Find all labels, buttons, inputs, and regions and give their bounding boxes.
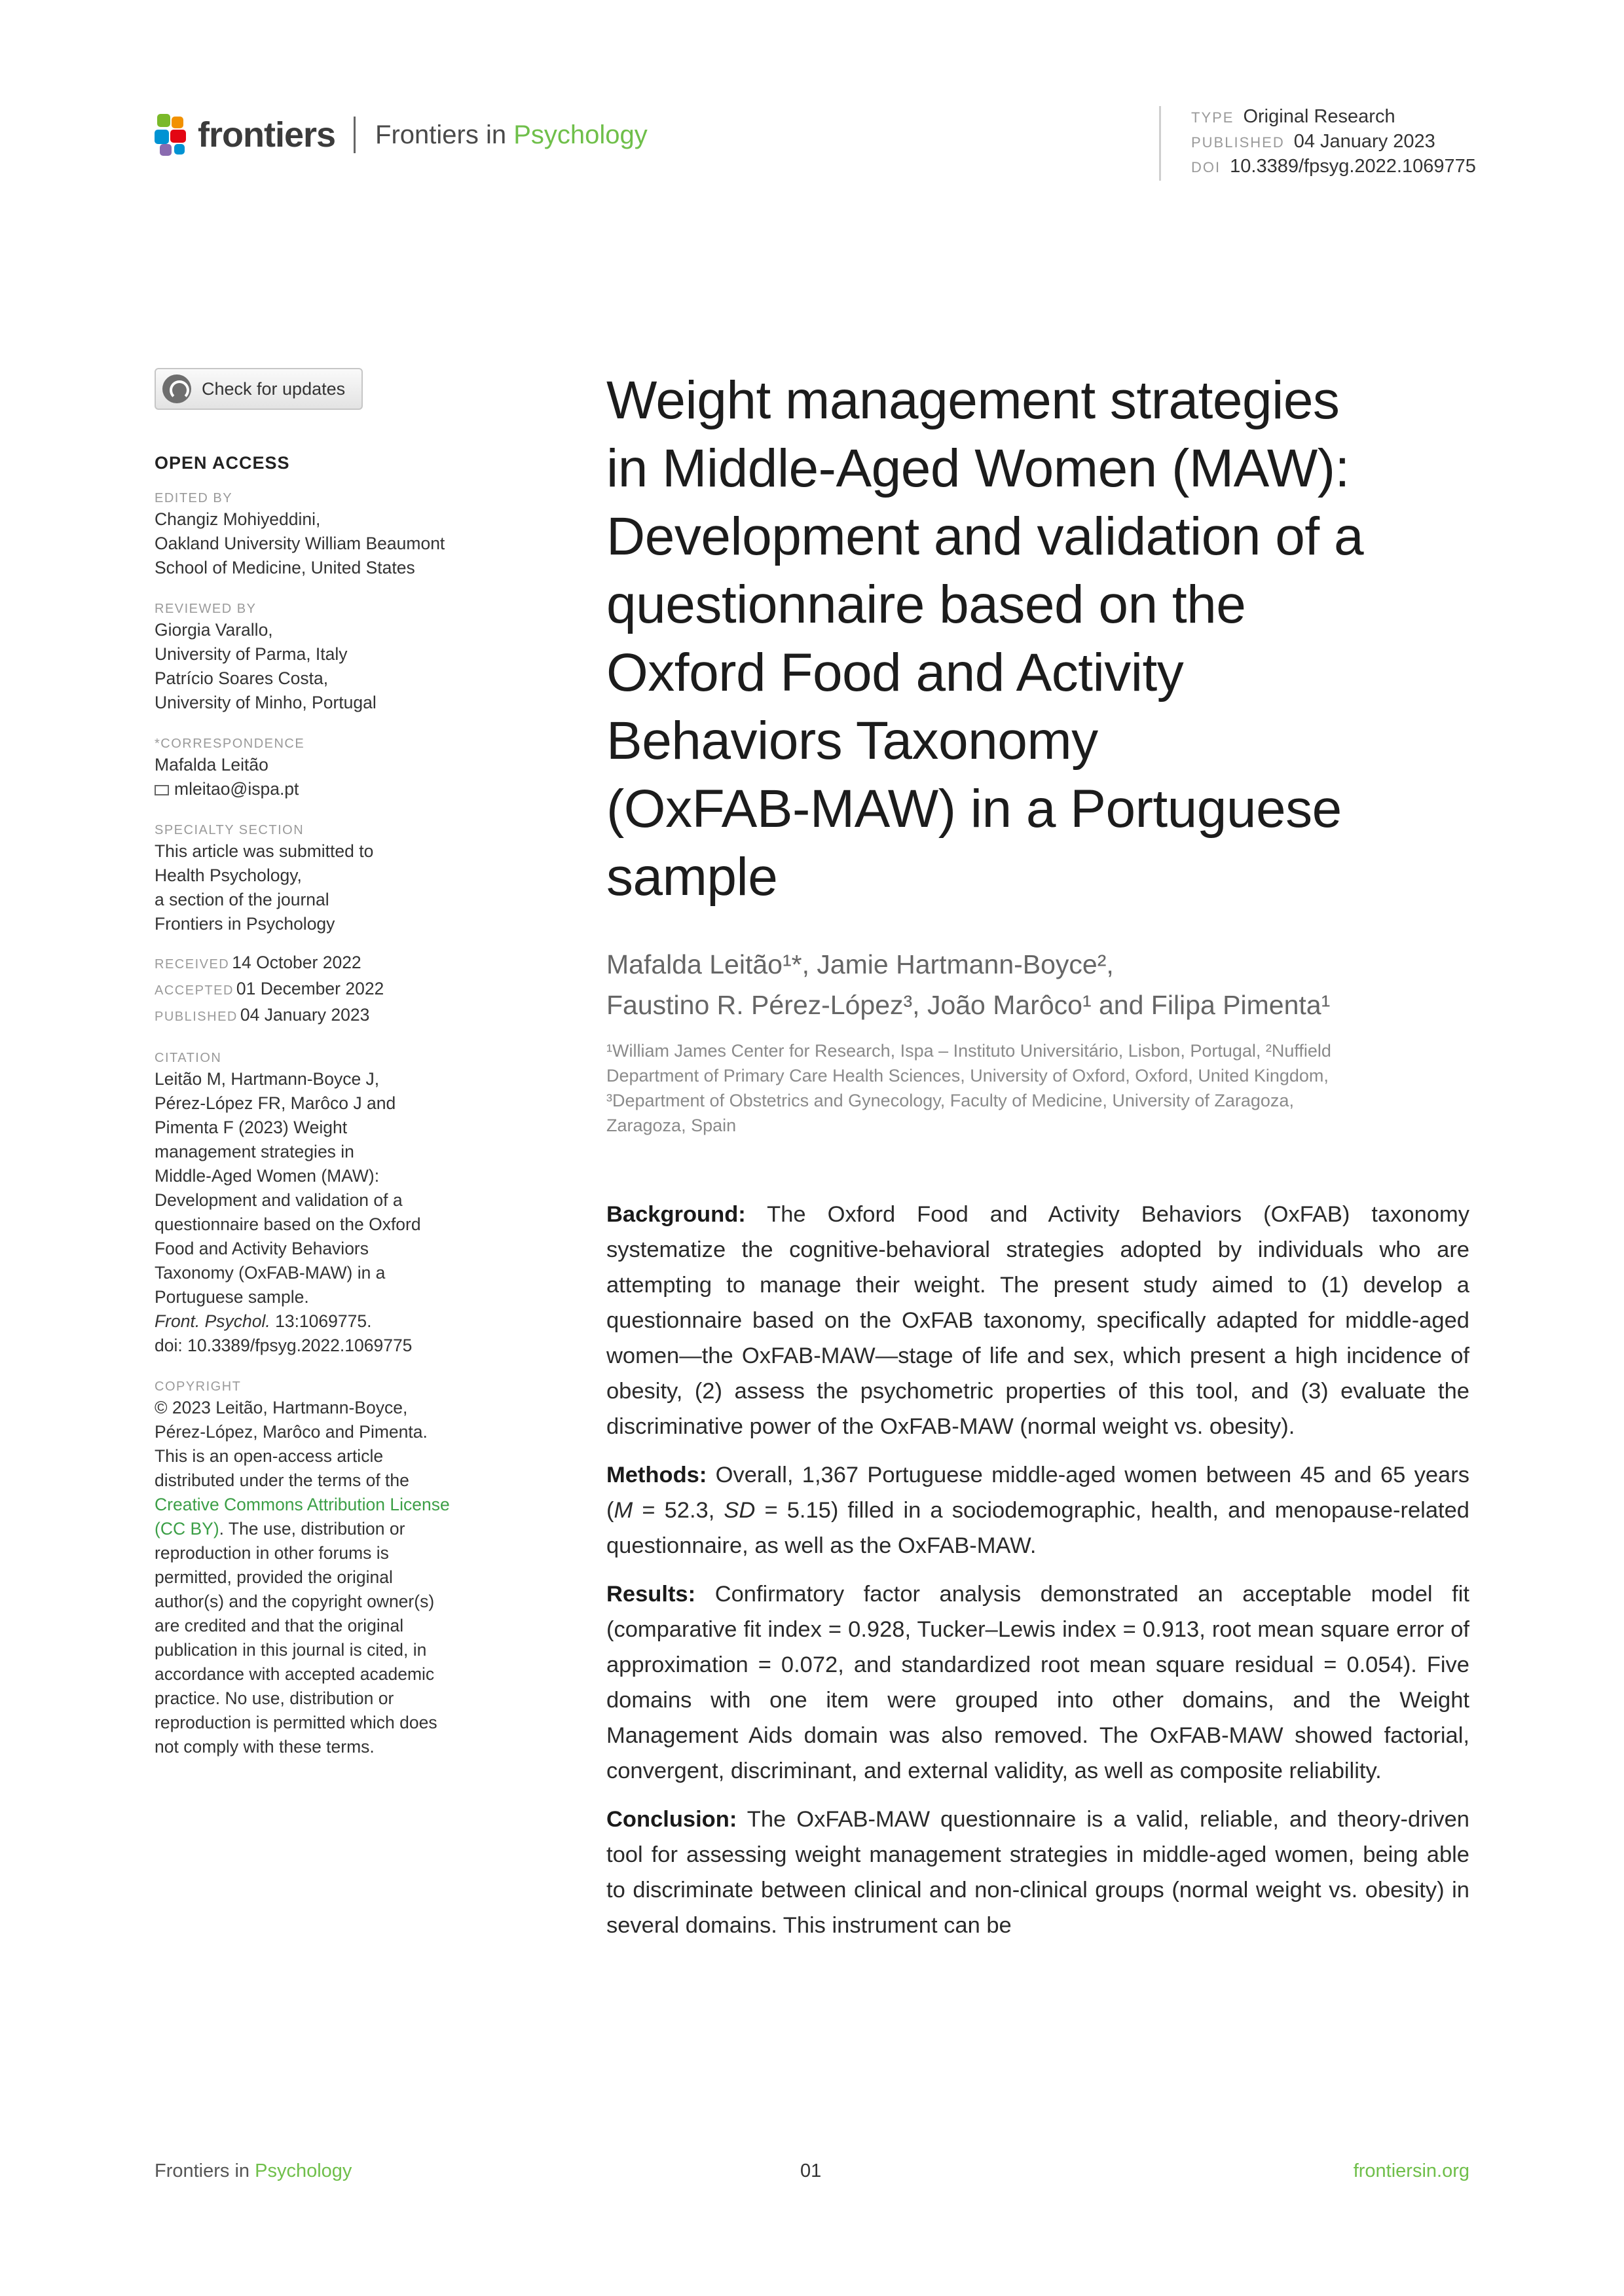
copyright-line: © 2023 Leitão, Hartmann-Boyce, — [155, 1398, 408, 1417]
doi-link[interactable]: 10.3389/fpsyg.2022.1069775 — [1230, 156, 1476, 177]
affiliations — [606, 1038, 1469, 1138]
specialty-line: This article was submitted to — [155, 841, 374, 861]
mail-icon — [155, 785, 169, 795]
section-text: = 5.15) filled in a sociodemographic, health, and menopause-related questionnaire, as well as the OxFAB-MAW. — [606, 1498, 1469, 1558]
section-text: = 52.3, — [633, 1498, 724, 1523]
citation-line: Food and Activity Behaviors — [155, 1239, 369, 1258]
editor-name: Changiz Mohiyeddini, — [155, 509, 321, 529]
date-value: 01 December 2022 — [236, 979, 384, 998]
copyright-line: publication in this journal is cited, in — [155, 1640, 427, 1660]
author-list — [606, 944, 1469, 1025]
footer-site-link[interactable]: frontiersin.org — [1353, 2160, 1469, 2181]
title-line: Development and validation of a — [606, 507, 1364, 566]
reviewed-by — [155, 618, 502, 715]
title-line: questionnaire based on the — [606, 575, 1246, 634]
affiliation-line: Zaragoza, Spain — [606, 1116, 737, 1135]
meta-doi — [1191, 156, 1476, 181]
meta-key: DOI — [1191, 159, 1221, 175]
section-label: Results: — [606, 1582, 696, 1607]
section-label: Background: — [606, 1202, 746, 1227]
correspondence-email-row — [155, 777, 502, 801]
open-access-heading: OPEN ACCESS — [155, 453, 290, 473]
citation — [155, 1067, 502, 1358]
citation-line: Pérez-López FR, Marôco J and — [155, 1093, 396, 1113]
copyright-line — [155, 1517, 502, 1541]
reviewer-affiliation: University of Parma, Italy — [155, 644, 348, 664]
copyright-line: reproduction is permitted which does — [155, 1713, 437, 1732]
authors-line[interactable]: Faustino R. Pérez-López³, João Marôco¹ and Filipa Pimenta¹ — [606, 990, 1331, 1020]
check-updates-label: Check for updates — [202, 378, 346, 399]
correspondence-email[interactable]: mleitao@ispa.pt — [174, 779, 299, 799]
citation-line: Leitão M, Hartmann-Boyce J, — [155, 1069, 380, 1089]
copyright-line: not comply with these terms. — [155, 1737, 375, 1757]
specialty-line: a section of the journal — [155, 890, 329, 909]
section-label: Methods: — [606, 1463, 707, 1487]
abstract-conclusion — [606, 1802, 1469, 1943]
date-received — [155, 951, 502, 977]
citation-line: Taxonomy (OxFAB-MAW) in a — [155, 1263, 386, 1283]
citation-doi[interactable]: doi: 10.3389/fpsyg.2022.1069775 — [155, 1336, 413, 1355]
section-text: The OxFAB-MAW questionnaire is a valid, reliable, and theory-driven tool for assessing weight management strategies in middle-aged women, being able to discriminate between clinical and non-clinical groups (normal weight vs. obesity) in several domains. This instrument can be — [606, 1807, 1469, 1938]
copyright-line: accordance with accepted academic — [155, 1664, 435, 1684]
affiliation-line: Department of Primary Care Health Sciences, University of Oxford, Oxford, United Kingdom, — [606, 1066, 1329, 1085]
section-label: Conclusion: — [606, 1807, 737, 1832]
citation-line: questionnaire based on the Oxford — [155, 1214, 421, 1234]
meta-key: PUBLISHED — [1191, 134, 1285, 151]
citation-line: Portuguese sample. — [155, 1287, 309, 1307]
title-line: Oxford Food and Activity — [606, 643, 1184, 702]
specialty-section-label: SPECIALTY SECTION — [155, 823, 304, 837]
copyright-line: are credited and that the original — [155, 1616, 404, 1635]
copyright-line: author(s) and the copyright owner(s) — [155, 1592, 435, 1611]
meta-key: TYPE — [1191, 109, 1234, 126]
copyright-line: This is an open-access article — [155, 1446, 384, 1466]
citation-line: Pimenta F (2023) Weight — [155, 1118, 348, 1137]
footer-journal-subject: Psychology — [255, 2160, 352, 2181]
journal-prefix: Frontiers in — [375, 120, 507, 149]
copyright-label: COPYRIGHT — [155, 1379, 242, 1394]
editor-affiliation: Oakland University William Beaumont — [155, 534, 445, 553]
abstract — [606, 1197, 1469, 1943]
section-text: Overall, 1,367 Portuguese middle-aged women between 45 and 65 years ( — [606, 1463, 1469, 1523]
citation-volume: 13:1069775. — [270, 1311, 372, 1331]
date-published — [155, 1003, 502, 1029]
reviewed-by-label: REVIEWED BY — [155, 602, 257, 616]
date-value: 14 October 2022 — [232, 953, 361, 972]
reviewer-name: Patrício Soares Costa, — [155, 668, 329, 688]
title-line: (OxFAB-MAW) in a Portuguese — [606, 779, 1342, 839]
copyright-line: reproduction in other forums is — [155, 1543, 389, 1563]
reviewer-affiliation: University of Minho, Portugal — [155, 693, 377, 712]
edited-by — [155, 507, 502, 580]
title-line: sample — [606, 847, 778, 907]
citation-label: CITATION — [155, 1051, 222, 1065]
correspondence-name: Mafalda Leitão — [155, 755, 268, 774]
citation-journal: Front. Psychol. — [155, 1311, 270, 1331]
brand-name: frontiers — [198, 115, 336, 155]
article-title — [606, 367, 1469, 911]
edited-by-label: EDITED BY — [155, 491, 233, 505]
check-for-updates-button[interactable] — [155, 368, 363, 410]
editor-affiliation: School of Medicine, United States — [155, 558, 415, 577]
meta-value: 04 January 2023 — [1293, 131, 1435, 152]
title-line: Behaviors Taxonomy — [606, 711, 1098, 771]
meta-type — [1191, 106, 1476, 131]
affiliation-line: ³Department of Obstetrics and Gynecology, Faculty of Medicine, University of Zaragoza, — [606, 1091, 1294, 1110]
abstract-results — [606, 1576, 1469, 1789]
authors-line[interactable]: Mafalda Leitão¹*, Jamie Hartmann-Boyce², — [606, 949, 1114, 979]
frontiers-logo[interactable] — [155, 113, 648, 157]
citation-journal-line — [155, 1309, 502, 1334]
stat-symbol: SD — [724, 1498, 756, 1523]
meta-value: Original Research — [1243, 106, 1395, 127]
stat-symbol: M — [614, 1498, 633, 1523]
page-number: 01 — [800, 2160, 822, 2181]
citation-line: Middle-Aged Women (MAW): — [155, 1166, 380, 1186]
logo-divider — [354, 117, 356, 153]
date-accepted — [155, 977, 502, 1003]
copyright-line: practice. No use, distribution or — [155, 1688, 394, 1708]
footer-journal[interactable] — [155, 2160, 352, 2182]
journal-name[interactable] — [375, 120, 648, 150]
article-dates — [155, 951, 502, 1029]
meta-published — [1191, 131, 1476, 156]
copyright-line: distributed under the terms of the — [155, 1470, 409, 1490]
section-text: Confirmatory factor analysis demonstrated an acceptable model fit (comparative fit index = 0.928, Tucker–Lewis index = 0.913, root mean square error of approximation = 0.072, and standardized root mean square residual = 0.054). Five domains with one item were grouped into other domains, and the Weight Management Aids domain was also removed. The OxFAB-MAW showed factorial, convergent, discriminant, and external validity, as well as composite reliability. — [606, 1582, 1469, 1783]
sidebar — [155, 368, 502, 1759]
frontiers-logo-icon — [155, 114, 191, 156]
abstract-background — [606, 1197, 1469, 1444]
correspondence — [155, 753, 502, 801]
date-key: RECEIVED — [155, 957, 230, 972]
affiliation-line: ¹William James Center for Research, Ispa – Instituto Universitário, Lisbon, Portugal, ²Nuffield — [606, 1041, 1331, 1061]
article-main — [606, 367, 1469, 1956]
citation-line: management strategies in — [155, 1142, 354, 1161]
specialty-section — [155, 839, 502, 936]
section-text: The Oxford Food and Activity Behaviors (OxFAB) taxonomy systematize the cognitive-behavioral strategies adopted by individuals who are attempting to manage their weight. The present study aimed to (1) develop a questionnaire based on the OxFAB taxonomy, specifically adapted for middle-aged women—the OxFAB-MAW—stage of life and sex, which present a high incidence of obesity, (2) assess the psychometric properties of this tool, and (3) evaluate the discriminative power of the OxFAB-MAW (normal weight vs. obesity). — [606, 1202, 1469, 1439]
correspondence-label: *CORRESPONDENCE — [155, 737, 305, 751]
specialty-line: Health Psychology, — [155, 866, 302, 885]
title-line: Weight management strategies — [606, 371, 1340, 430]
article-meta — [1159, 106, 1476, 181]
date-value: 04 January 2023 — [240, 1005, 370, 1025]
refresh-icon — [162, 374, 191, 403]
copyright-text: . The use, distribution or — [219, 1519, 405, 1539]
copyright-line: Pérez-López, Marôco and Pimenta. — [155, 1422, 428, 1442]
date-key: ACCEPTED — [155, 983, 234, 998]
copyright — [155, 1396, 502, 1759]
specialty-line: Frontiers in Psychology — [155, 914, 335, 934]
abstract-methods — [606, 1457, 1469, 1563]
cc-license-link[interactable]: Creative Commons Attribution License — [155, 1495, 450, 1514]
title-line: in Middle-Aged Women (MAW): — [606, 439, 1350, 498]
citation-line: Development and validation of a — [155, 1190, 403, 1210]
copyright-line: permitted, provided the original — [155, 1567, 393, 1587]
cc-by-link[interactable]: (CC BY) — [155, 1519, 219, 1539]
journal-subject: Psychology — [513, 120, 648, 149]
date-key: PUBLISHED — [155, 1010, 238, 1024]
reviewer-name: Giorgia Varallo, — [155, 620, 273, 640]
footer-journal-prefix: Frontiers in — [155, 2160, 250, 2181]
